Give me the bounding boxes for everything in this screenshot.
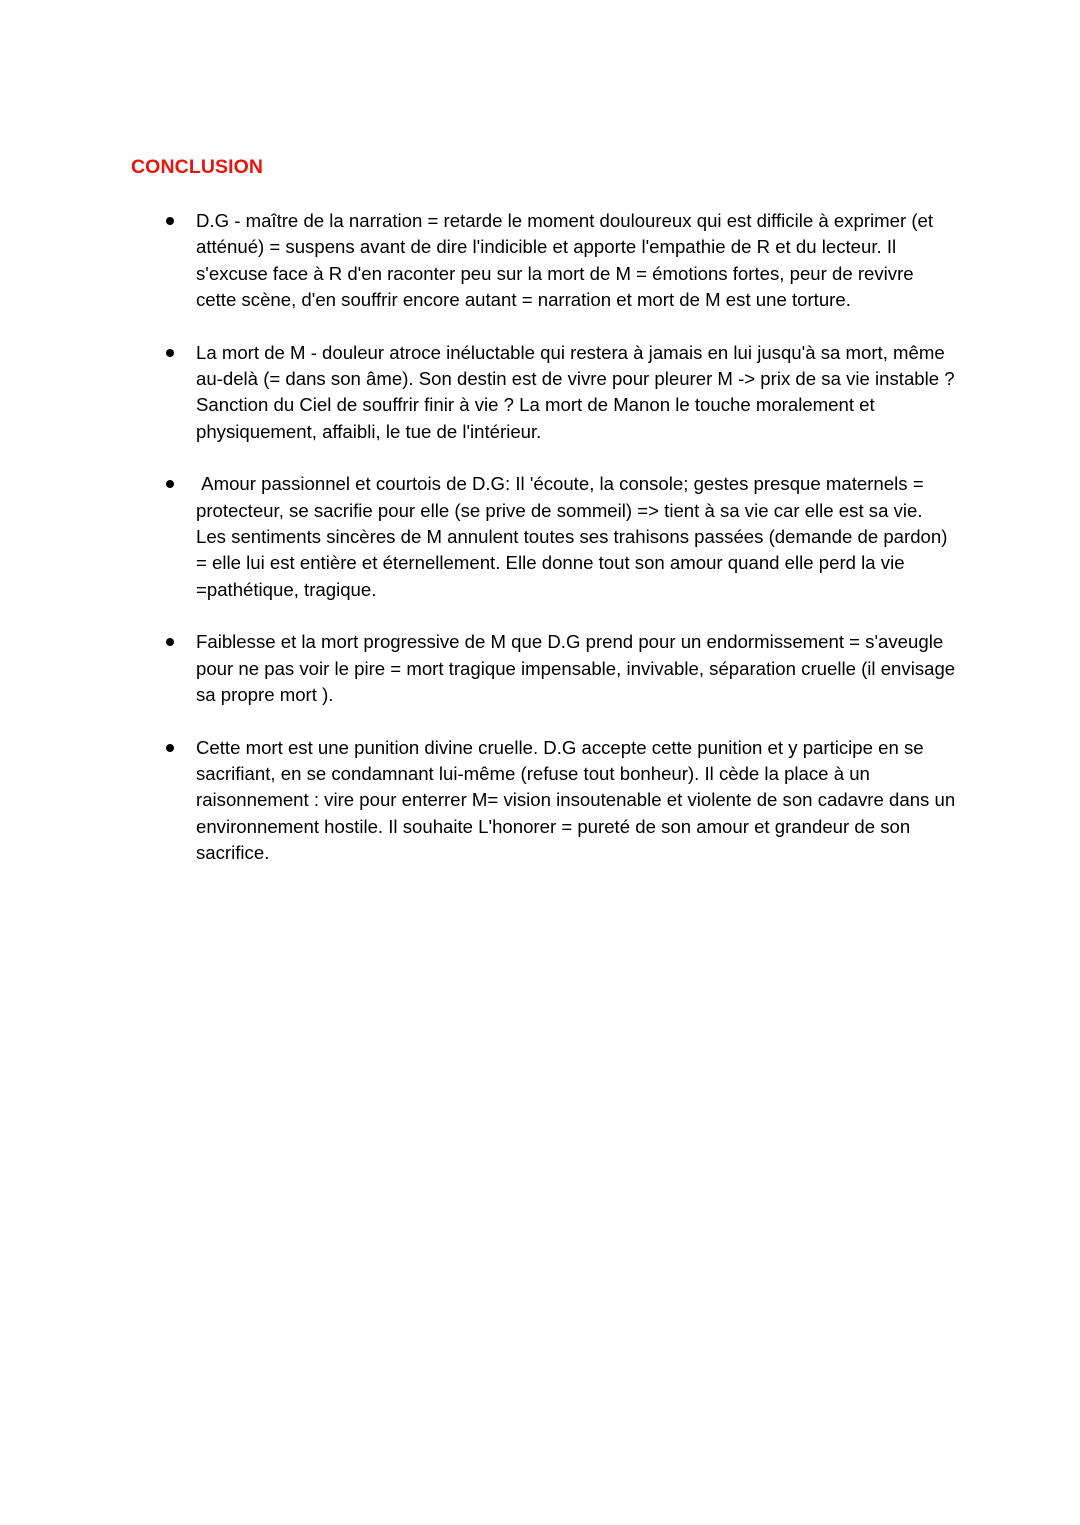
bullet-icon: [166, 638, 174, 646]
bullet-icon: [166, 217, 174, 225]
list-item-text: Amour passionnel et courtois de D.G: Il 'écoute, la console; gestes presque maternels = protecteur, se sacrifie pour elle (se prive de sommeil) => tient à sa vie car elle est sa vie. Les sentiments sincères de M annulent toutes ses trahisons passées (demande de pardon) = elle lui est entière et éternellement. Elle donne tout son amour quand elle perd la vie =pathétique, tragique.: [196, 473, 953, 600]
section-heading: CONCLUSION: [131, 156, 264, 178]
list-item: [0, 735, 1080, 867]
list-item: [0, 471, 1080, 603]
bullet-icon: [166, 480, 174, 488]
list-item-text: Cette mort est une punition divine cruelle. D.G accepte cette punition et y participe en se sacrifiant, en se condamnant lui-même (refuse tout bonheur). Il cède la place à un raisonnement : vire pour enterrer M= vision insoutenable et violente de son cadavre dans un environnement hostile. Il souhaite L'honorer = pureté de son amour et grandeur de son sacrifice.: [196, 736, 961, 864]
list-item-text: La mort de M - douleur atroce inéluctable qui restera à jamais en lui jusqu'à sa mort, même au-delà (= dans son âme). Son destin est de vivre pour pleurer M -> prix de sa vie instable ? Sanction du Ciel de souffrir finir à vie ? La mort de Manon le touche moralement et physiquement, affaibli, le tue de l'intérieur.: [196, 341, 960, 442]
bullet-list: [0, 208, 1080, 893]
list-item: [0, 629, 1080, 708]
list-item: [0, 340, 1080, 446]
bullet-icon: [166, 744, 174, 752]
bullet-icon: [166, 349, 174, 357]
list-item: [0, 208, 1080, 314]
list-item-text: D.G - maître de la narration = retarde le moment douloureux qui est difficile à exprimer (et atténué) = suspens avant de dire l'indicible et apporte l'empathie de R et du lecteur. Il s'excuse face à R d'en raconter peu sur la mort de M = émotions fortes, peur de revivre cette scène, d'en souffrir encore autant = narration et mort de M est une torture.: [196, 210, 939, 311]
list-item-text: Faiblesse et la mort progressive de M que D.G prend pour un endormissement = s'aveugle pour ne pas voir le pire = mort tragique impensable, invivable, séparation cruelle (il envisage sa propre mort ).: [196, 631, 961, 706]
